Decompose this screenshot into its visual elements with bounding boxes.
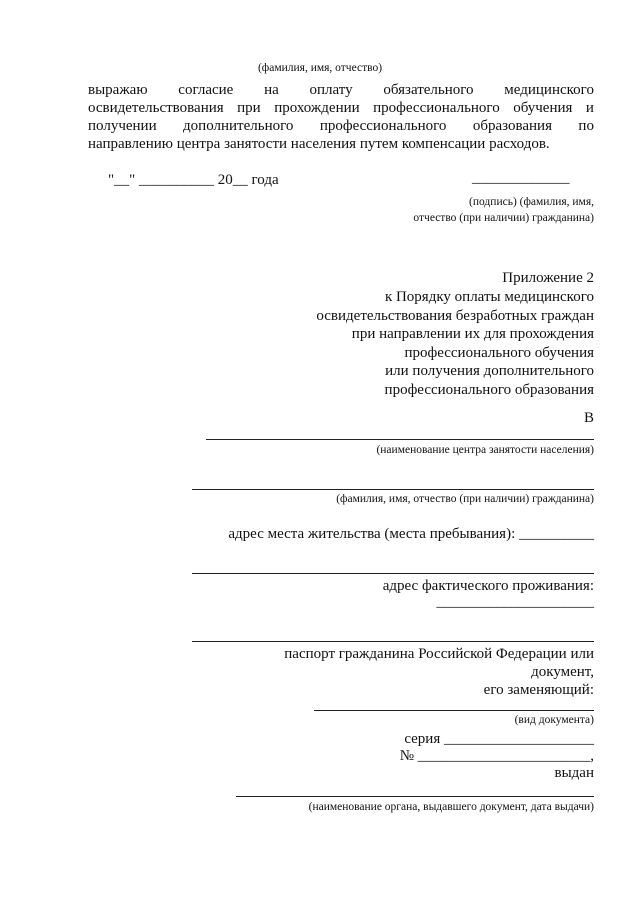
fio-line[interactable] xyxy=(192,489,594,490)
consent-line-4: направлению центра занятости населения путем компенсации расходов. xyxy=(88,136,550,152)
number-field[interactable]: № _______________________, xyxy=(399,748,594,764)
signature-blank: _____________ xyxy=(472,170,570,186)
doc-type-caption: (вид документа) xyxy=(514,714,594,726)
appendix-title: Приложение 2 xyxy=(502,270,594,286)
doc-type-line[interactable] xyxy=(314,710,594,711)
actual-address-line[interactable] xyxy=(192,641,594,642)
appendix-line: при направлении их для прохождения xyxy=(351,326,594,342)
issuer-caption: (наименование органа, выдавшего документ, дата выдачи) xyxy=(308,801,594,813)
date-line: "__" __________ 20__ года xyxy=(108,172,279,188)
issued-label: выдан xyxy=(554,765,594,781)
residence-label: адрес места жительства (места пребывания): __________ xyxy=(228,526,594,542)
fio-caption-top: (фамилия, имя, отчество) xyxy=(257,62,383,74)
series-field[interactable]: серия ____________________ xyxy=(404,731,594,747)
actual-address-label: адрес фактического проживания: xyxy=(382,578,594,594)
consent-line-1: выражаю согласие на оплату обязательного медицинского xyxy=(88,82,594,98)
appendix-line: к Порядку оплаты медицинского xyxy=(384,289,594,305)
consent-line-3: получении дополнительного профессионального образования по xyxy=(88,118,594,134)
passport-line-3: его заменяющий: xyxy=(483,682,594,698)
fio-caption: (фамилия, имя, отчество (при наличии) гражданина) xyxy=(336,493,594,505)
signature-caption-2: отчество (при наличии) гражданина) xyxy=(413,212,594,224)
passport-line-2: документ, xyxy=(531,664,594,680)
center-caption: (наименование центра занятости населения) xyxy=(376,444,594,456)
residence-line[interactable] xyxy=(192,573,594,574)
passport-line-1: паспорт гражданина Российской Федерации или xyxy=(284,646,594,662)
actual-address-blank: _____________________ xyxy=(436,594,594,610)
appendix-line: профессионального образования xyxy=(384,382,594,398)
to-label: В xyxy=(583,410,594,426)
issuer-line[interactable] xyxy=(236,796,594,797)
appendix-line: освидетельствования безработных граждан xyxy=(316,308,594,324)
appendix-line: профессионального обучения xyxy=(404,345,594,361)
consent-line-2: освидетельствования при прохождении профессионального обучения и xyxy=(88,100,594,116)
appendix-line: или получения дополнительного xyxy=(385,363,594,379)
center-name-line[interactable] xyxy=(206,439,594,440)
signature-caption-1: (подпись) (фамилия, имя, xyxy=(469,196,594,208)
